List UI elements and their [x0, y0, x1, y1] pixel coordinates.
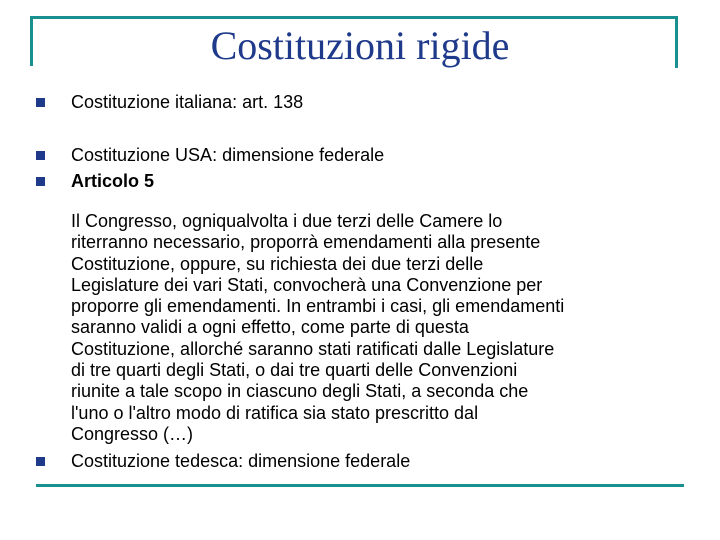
quote-line: riunite a tale scopo in ciascuno degli Stati, a seconda che [71, 381, 529, 402]
bullet-square-icon [36, 98, 45, 107]
quote-line: l'uno o l'altro modo di ratifica sia stato prescritto dal [71, 402, 479, 423]
quote-line: Legislature dei vari Stati, convocherà una Convenzione per [71, 274, 543, 295]
bullet-text-italian-constitution: Costituzione italiana: art. 138 [71, 92, 304, 112]
quote-line: di tre quarti degli Stati, o dai tre quarti delle Convenzioni [71, 360, 518, 381]
quote-line: Congresso (…) [71, 423, 194, 444]
article-5-quote [71, 211, 686, 445]
bullet-square-icon [36, 457, 45, 466]
quote-line: saranno validi a ogni effetto, come parte di questa [71, 317, 469, 338]
quote-line: Il Congresso, ogniqualvolta i due terzi delle Camere lo [71, 211, 503, 231]
quote-line: Costituzione, allorché saranno stati ratificati dalle Legislature [71, 338, 555, 359]
frame-top-line [30, 16, 678, 19]
slide-title: Costituzioni rigide [210, 23, 510, 68]
bullet-square-icon [36, 177, 45, 186]
bottom-divider [36, 484, 684, 487]
bullet-square-icon [36, 151, 45, 160]
quote-line: riterranno necessario, proporrà emendamenti alla presente [71, 232, 541, 253]
quote-line: proporre gli emendamenti. In entrambi i casi, gli emendamenti [71, 296, 565, 317]
bullet-text-usa-constitution: Costituzione USA: dimensione federale [71, 145, 385, 165]
bullet-text-article-5: Articolo 5 [71, 171, 155, 191]
quote-line: Costituzione, oppure, su richiesta dei due terzi delle [71, 253, 484, 274]
bullet-text-german-constitution: Costituzione tedesca: dimensione federale [71, 451, 411, 471]
